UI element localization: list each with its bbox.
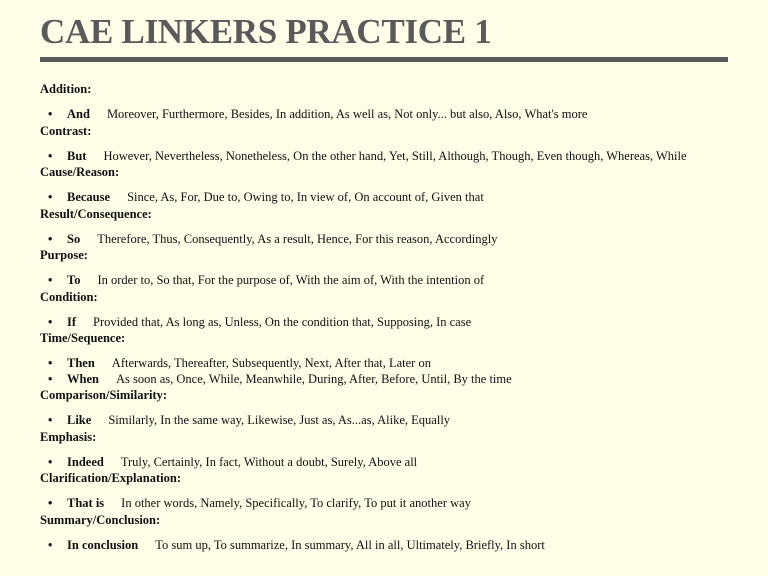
section-heading: Purpose:	[40, 248, 88, 262]
linker-item	[40, 149, 740, 165]
linker-key: When	[67, 371, 99, 386]
linker-item	[40, 356, 740, 372]
linker-list	[40, 107, 740, 123]
linker-alternatives: Truly, Certainly, In fact, Without a doubt, Surely, Above all	[120, 454, 418, 469]
linkers-content	[40, 81, 740, 553]
linker-key: Because	[67, 190, 111, 204]
section	[40, 123, 740, 165]
linker-alternatives: Afterwards, Thereafter, Subsequently, Next, After that, Later on	[111, 356, 431, 370]
linker-alternatives: Moreover, Furthermore, Besides, In addition, As well as, Not only... but also, Also, What's more	[106, 107, 588, 121]
section-heading: Clarification/Explanation:	[40, 471, 181, 485]
section	[40, 512, 740, 554]
section	[40, 387, 740, 429]
linker-list	[40, 413, 740, 429]
section-heading: Contrast:	[40, 123, 92, 138]
linker-list	[40, 455, 740, 471]
linker-key: And	[67, 107, 90, 121]
linker-key: So	[67, 231, 81, 246]
section	[40, 289, 740, 331]
bullet-icon: •	[48, 148, 53, 163]
section-heading: Time/Sequence:	[40, 331, 126, 345]
bullet-icon: •	[48, 273, 53, 287]
linker-item	[40, 232, 740, 248]
linker-alternatives: Since, As, For, Due to, Owing to, In view of, On account of, Given that	[127, 190, 484, 204]
bullet-icon: •	[48, 314, 53, 329]
page-title: CAE LINKERS PRACTICE 1	[40, 12, 492, 51]
linker-alternatives: In other words, Namely, Specifically, To clarify, To put it another way	[121, 496, 471, 510]
section-heading: Result/Consequence:	[40, 206, 152, 221]
section	[40, 206, 740, 248]
linker-list	[40, 190, 740, 206]
section-heading: Summary/Conclusion:	[40, 512, 161, 527]
linker-key: To	[67, 273, 81, 287]
linker-alternatives: To sum up, To summarize, In summary, All in all, Ultimately, Briefly, In short	[155, 537, 545, 552]
linker-item	[40, 190, 740, 206]
linker-item	[40, 273, 740, 289]
linker-alternatives: As soon as, Once, While, Meanwhile, During, After, Before, Until, By the time	[115, 371, 512, 386]
linker-list	[40, 496, 740, 512]
linker-list	[40, 273, 740, 289]
linker-list	[40, 538, 740, 554]
linker-alternatives: Therefore, Thus, Consequently, As a result, Hence, For this reason, Accordingly	[97, 231, 498, 246]
linker-list	[40, 356, 740, 387]
linker-alternatives: In order to, So that, For the purpose of, With the aim of, With the intention of	[97, 273, 485, 287]
section	[40, 429, 740, 471]
section	[40, 81, 740, 123]
linker-item	[40, 315, 740, 331]
linker-alternatives: However, Nevertheless, Nonetheless, On the other hand, Yet, Still, Although, Though, Even though, Whereas, While	[103, 148, 687, 163]
linker-item	[40, 455, 740, 471]
section-heading: Comparison/Similarity:	[40, 388, 168, 402]
section	[40, 470, 740, 512]
linker-key: That is	[67, 496, 105, 510]
linker-item	[40, 538, 740, 554]
linker-item	[40, 413, 740, 429]
linker-item	[40, 496, 740, 512]
section	[40, 164, 740, 206]
section-heading: Addition:	[40, 82, 92, 96]
bullet-icon: •	[48, 371, 53, 386]
bullet-icon: •	[48, 356, 53, 370]
bullet-icon: •	[48, 496, 53, 510]
bullet-icon: •	[48, 190, 53, 204]
section-heading: Condition:	[40, 289, 98, 304]
linker-list	[40, 232, 740, 248]
linker-key: In conclusion	[67, 537, 139, 552]
bullet-icon: •	[48, 537, 53, 552]
section-heading: Cause/Reason:	[40, 165, 120, 179]
linker-alternatives: Similarly, In the same way, Likewise, Just as, As...as, Alike, Equally	[108, 413, 451, 427]
bullet-icon: •	[48, 107, 53, 121]
linker-list	[40, 315, 740, 331]
bullet-icon: •	[48, 231, 53, 246]
linker-list	[40, 149, 740, 165]
linker-key: But	[67, 148, 87, 163]
bullet-icon: •	[48, 413, 53, 427]
linker-item	[40, 107, 740, 123]
section-heading: Emphasis:	[40, 429, 97, 444]
linker-key: Indeed	[67, 454, 104, 469]
linker-key: Like	[67, 413, 92, 427]
section	[40, 330, 740, 387]
section	[40, 247, 740, 289]
linker-item	[40, 372, 740, 388]
linker-key: Then	[67, 356, 95, 370]
title-underline	[40, 57, 728, 62]
linker-alternatives: Provided that, As long as, Unless, On the condition that, Supposing, In case	[93, 314, 472, 329]
bullet-icon: •	[48, 454, 53, 469]
linker-key: If	[67, 314, 77, 329]
